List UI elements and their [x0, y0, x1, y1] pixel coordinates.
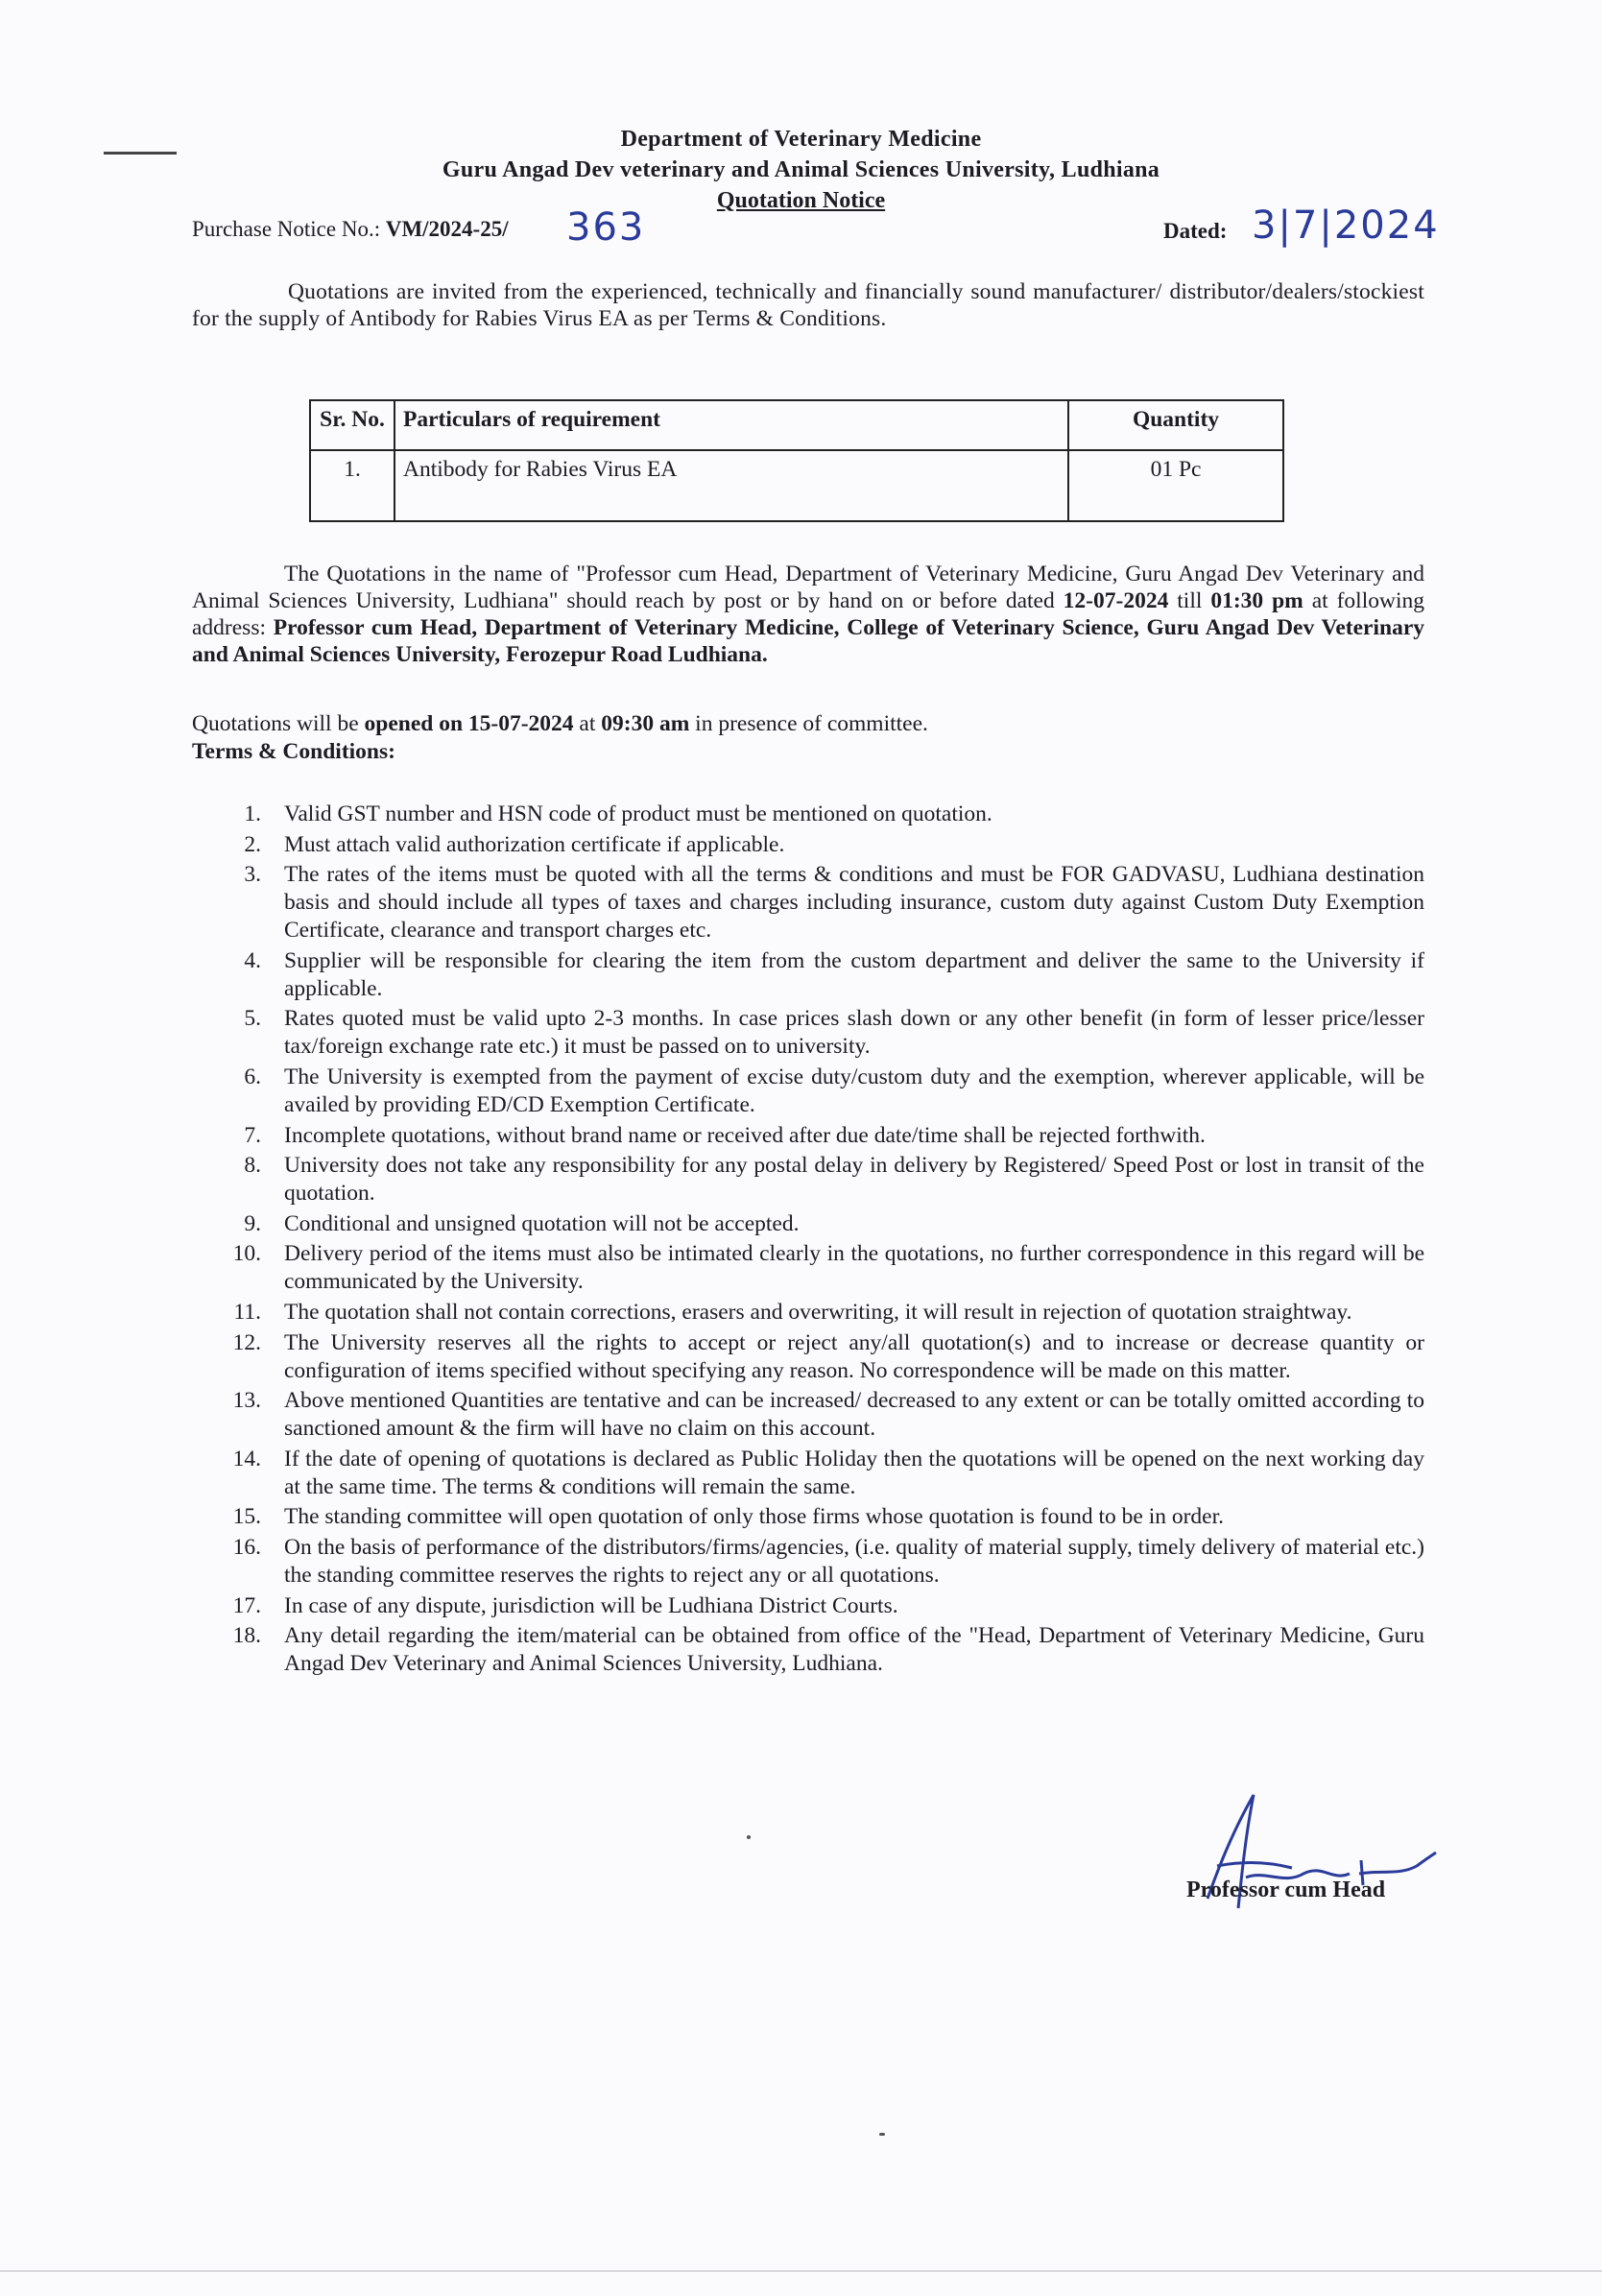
- list-item: 18. Any detail regarding the item/material can be obtained from office of the "Head, Department of Veterinary Medicine, Guru Angad Dev Veterinary and Animal Sciences University, Ludhiana.: [232, 1623, 1424, 1677]
- list-item: 7. Incomplete quotations, without brand name or received after due date/time shall be rejected forthwith.: [244, 1122, 1206, 1148]
- deadline-time: 01:30 pm: [1210, 588, 1303, 613]
- intro-paragraph: Quotations are invited from the experienced, technically and financially sound manufacturer/ distributor/dealers/stockiest for the supply of Antibody for Rabies Virus EA as per Terms & Conditions.: [192, 279, 1424, 331]
- table-row: [310, 450, 1283, 521]
- row-particulars: Antibody for Rabies Virus EA: [395, 450, 1068, 521]
- list-item: 8. University does not take any responsibility for any postal delay in delivery by Registered/ Speed Post or lost in transit of the quotation.: [244, 1153, 1424, 1207]
- scan-speck: [879, 2133, 885, 2136]
- terms-title: Terms & Conditions:: [192, 739, 395, 764]
- scan-speck: [747, 1835, 751, 1839]
- submission-paragraph: The Quotations in the name of "Professor cum Head, Department of Veterinary Medicine, Guru Angad Dev Veterinary and Animal Sciences University, Ludhiana" should reach by post or by hand on or before dated 12-07-2024 till 01:30 pm at following address: Professor cum Head, Department of Veterinary Medicine, College of Veterinary Science, Guru Angad Dev Veterinary and Animal Sciences University, Ferozepur Road Ludhiana.: [192, 562, 1424, 667]
- opening-date: opened on 15-07-2024: [364, 711, 574, 736]
- deadline-date: 12-07-2024: [1063, 588, 1169, 613]
- opening-time: 09:30 am: [601, 711, 690, 736]
- list-item: 16. On the basis of performance of the distributors/firms/agencies, (i.e. quality of material supply, timely delivery of material etc.) the standing committee reserves the rights to reject any or all quotations.: [232, 1534, 1424, 1588]
- university-heading: Guru Angad Dev veterinary and Animal Sciences University, Ludhiana: [442, 157, 1160, 182]
- notice-number-row: [192, 203, 1449, 257]
- list-item: 11. The quotation shall not contain corrections, erasers and overwriting, it will result in rejection of quotation straightway.: [233, 1299, 1352, 1325]
- dated-label: Dated:: [1163, 219, 1228, 243]
- row-sr-no: 1.: [310, 450, 395, 521]
- header-particulars: Particulars of requirement: [395, 400, 1068, 450]
- list-item: 9. Conditional and unsigned quotation will not be accepted.: [244, 1210, 800, 1236]
- handwritten-notice-number: 363: [566, 205, 646, 250]
- opening-paragraph: Quotations will be opened on 15-07-2024 at 09:30 am in presence of committee.: [192, 711, 928, 736]
- list-item: 3. The rates of the items must be quoted with all the terms & conditions and must be FOR GADVASU, Ludhiana destination basis and should include all types of taxes and charges including insurance, custom duty against Custom Duty Exemption Certificate, clearance and transport charges etc.: [244, 862, 1424, 944]
- list-item: 15. The standing committee will open quotation of only those firms whose quotation is found to be in order.: [232, 1504, 1225, 1530]
- department-heading: Department of Veterinary Medicine: [620, 127, 982, 152]
- signature-designation: Professor cum Head: [1186, 1877, 1386, 1902]
- notice-title: Quotation Notice: [716, 188, 886, 213]
- list-item: 5. Rates quoted must be valid upto 2-3 months. In case prices slash down or any other benefit (in form of lesser price/lesser tax/foreign exchange rate etc.) it must be passed on to university.: [244, 1006, 1424, 1060]
- row-quantity: 01 Pc: [1068, 450, 1283, 521]
- scan-edge-line: [0, 2270, 1602, 2272]
- list-item: 1. Valid GST number and HSN code of product must be mentioned on quotation.: [244, 801, 992, 826]
- list-item: 2. Must attach valid authorization certificate if applicable.: [244, 831, 785, 857]
- list-item: 17. In case of any dispute, jurisdiction will be Ludhiana District Courts.: [232, 1592, 898, 1618]
- submission-address: Professor cum Head, Department of Veterinary Medicine, College of Veterinary Science, Guru Angad Dev Veterinary and Animal Sciences University, Ferozepur Road Ludhiana.: [192, 615, 1424, 667]
- list-item: 4. Supplier will be responsible for clearing the item from the custom department and deliver the same to the University if applicable.: [244, 947, 1424, 1001]
- table-header-row: [310, 400, 1283, 450]
- purchase-notice-label: Purchase Notice No.: VM/2024-25/: [192, 217, 509, 241]
- list-item: 10. Delivery period of the items must also be intimated clearly in the quotations, no further correspondence in this regard will be communicated by the University.: [232, 1241, 1424, 1295]
- terms-list: [192, 801, 1424, 1681]
- list-item: 14. If the date of opening of quotations is declared as Public Holiday then the quotations will be opened on the next working day at the same time. The terms & conditions will remain the same.: [232, 1446, 1424, 1499]
- handwritten-date: 3|7|2024: [1252, 203, 1440, 248]
- requirements-table: [309, 399, 1284, 522]
- purchase-notice-number: VM/2024-25/: [385, 217, 509, 241]
- header-sr-no: Sr. No.: [310, 400, 395, 450]
- list-item: 6. The University is exempted from the payment of excise duty/custom duty and the exemption, wherever applicable, will be availed by providing ED/CD Exemption Certificate.: [244, 1064, 1424, 1117]
- header-quantity: Quantity: [1068, 400, 1283, 450]
- list-item: 12. The University reserves all the rights to accept or reject any/all quotation(s) and to increase or decrease quantity or configuration of items specified without specifying any reason. No correspondence will be made on this matter.: [232, 1329, 1424, 1383]
- list-item: 13. Above mentioned Quantities are tentative and can be increased/ decreased to any extent or can be totally omitted according to sanctioned amount & the firm will have no claim on this account.: [232, 1388, 1424, 1442]
